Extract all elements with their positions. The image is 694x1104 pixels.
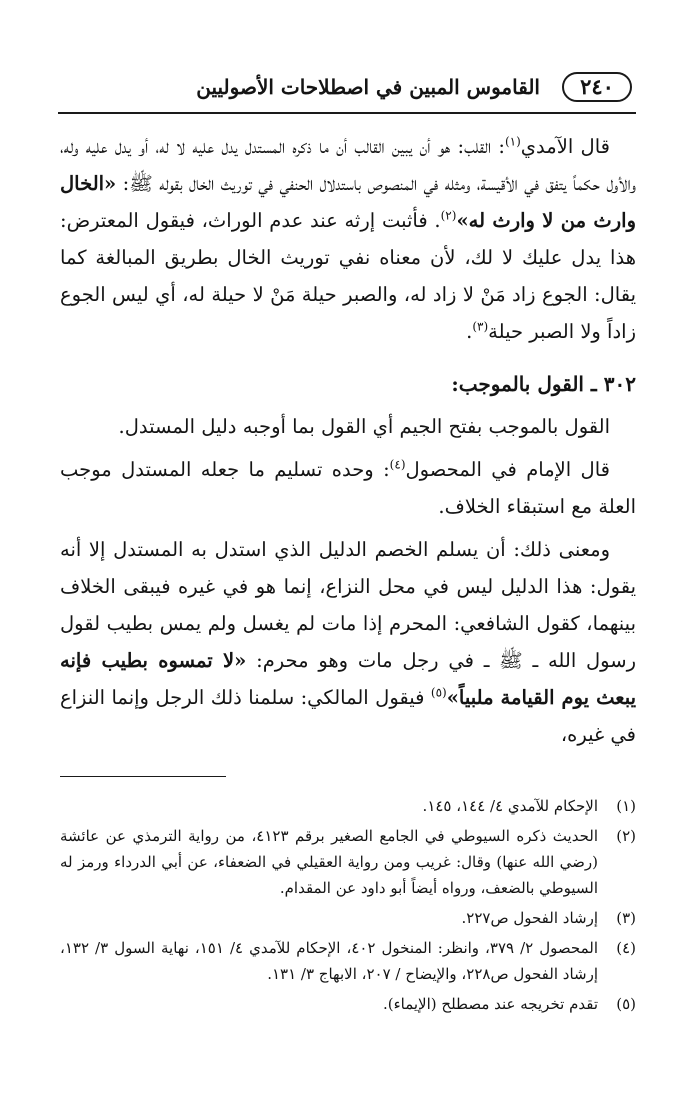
footnote	[60, 905, 636, 931]
footnotes	[60, 792, 636, 1021]
footnote-number: (١)	[616, 797, 636, 815]
text-run: فيقول المالكي: سلمنا ذلك الرجل وإنما النزاع في غيره،	[60, 686, 636, 746]
footnote-ref: (١)	[504, 134, 521, 149]
main-text	[60, 124, 636, 753]
text-run: : وحده تسليم ما جعله المستدل موجب العلة مع استبقاء الخلاف.	[60, 458, 636, 518]
page-header	[58, 66, 636, 114]
header-rule	[58, 112, 636, 114]
text-run: قال الإمام في المحصول	[405, 458, 610, 481]
running-title: القاموس المبين في اصطلاحات الأصوليين	[196, 75, 540, 99]
text-run: ومعنى ذلك: أن يسلم الخصم الدليل الذي استدل به المستدل إلا أنه يقول: هذا الدليل ليس في محل النزاع، إنما هو في غيره فيبقى الخلاف بينهما، كقول الشافعي: المحرم إذا مات لم يغسل ولم يمس بطيب لقول رسول الله ـ ﷺ ـ في رجل مات وهو محرم:	[60, 538, 636, 672]
footnote-ref: (٥)	[430, 685, 447, 700]
footnote-number: (٥)	[616, 995, 636, 1013]
footnote-ref: (٣)	[472, 319, 489, 334]
paragraph-example	[60, 531, 636, 753]
section-heading: ٣٠٢ ـ القول بالموجب:	[451, 372, 636, 396]
footnote-number: (٢)	[616, 827, 636, 845]
text-run: . فأثبت إرثه عند عدم الوراث، فيقول المعترض: هذا يدل عليك لا لك، لأن معناه نفي توريث الخال بطريق المبالغة كما يقال: الجوع زاد مَنْ لا زاد له، والصبر حيلة مَنْ لا حيلة له، أي ليس الجوع زاداً ولا الصبر حيلة	[60, 209, 636, 343]
footnote-number: (٤)	[616, 939, 636, 957]
text-run: : القلب: هو أن يبين القالب أن ما ذكره المستدل يدل عليه لا له، أو يدل عليه وله، والأول حكماً يتفق في الأقيسة، ومثله في المنصوص باستدلال الحنفي في توريث الخال بقوله ﷺ:	[60, 135, 636, 195]
footnote	[60, 935, 636, 987]
footnote-text: تقدم تخريجه عند مصطلح (الإيماء).	[382, 995, 598, 1013]
footnote	[60, 823, 636, 901]
paragraph-mahsul	[60, 451, 636, 525]
paragraph-qalb	[60, 128, 636, 350]
text-run: .	[466, 320, 473, 343]
footnote	[60, 991, 636, 1017]
paragraph-definition: القول بالموجب بفتح الجيم أي القول بما أوجبه دليل المستدل.	[118, 415, 610, 438]
footnote	[60, 793, 636, 819]
text-run: قال الآمدي	[520, 135, 610, 158]
footnote-ref: (٤)	[389, 457, 406, 472]
hadith-quote: «لا تمسوه بطيب فإنه يبعث يوم القيامة ملبياً»	[60, 649, 637, 709]
footnote-rule	[60, 776, 226, 777]
footnote-number: (٣)	[616, 909, 636, 927]
footnote-ref: (٢)	[440, 208, 457, 223]
page-number: ٢٤٠	[562, 72, 632, 102]
footnote-text: المحصول ٢/ ٣٧٩، وانظر: المنخول ٤٠٢، الإحكام للآمدي ٤/ ١٥١، نهاية السول ٣/ ١٣٢، إرشاد الفحول ص٢٢٨، والإيضاح / ٢٠٧، الابهاج ٣/ ١٣١.	[60, 939, 599, 983]
footnote-text: الإحكام للآمدي ٤/ ١٤٤، ١٤٥.	[422, 797, 598, 815]
hadith-quote: «الخال وارث من لا وارث له»	[60, 172, 636, 232]
footnote-text: الحديث ذكره السيوطي في الجامع الصغير برقم ٤١٢٣، من رواية الترمذي عن عائشة (رضي الله عنها) وقال: غريب ومن رواية العقيلي في الضعفاء، عن أبي الدرداء ورمز له السيوطي بالضعف، ورواه أيضاً أبو داود عن المقدام.	[60, 827, 599, 897]
footnote-text: إرشاد الفحول ص٢٢٧.	[461, 909, 598, 927]
